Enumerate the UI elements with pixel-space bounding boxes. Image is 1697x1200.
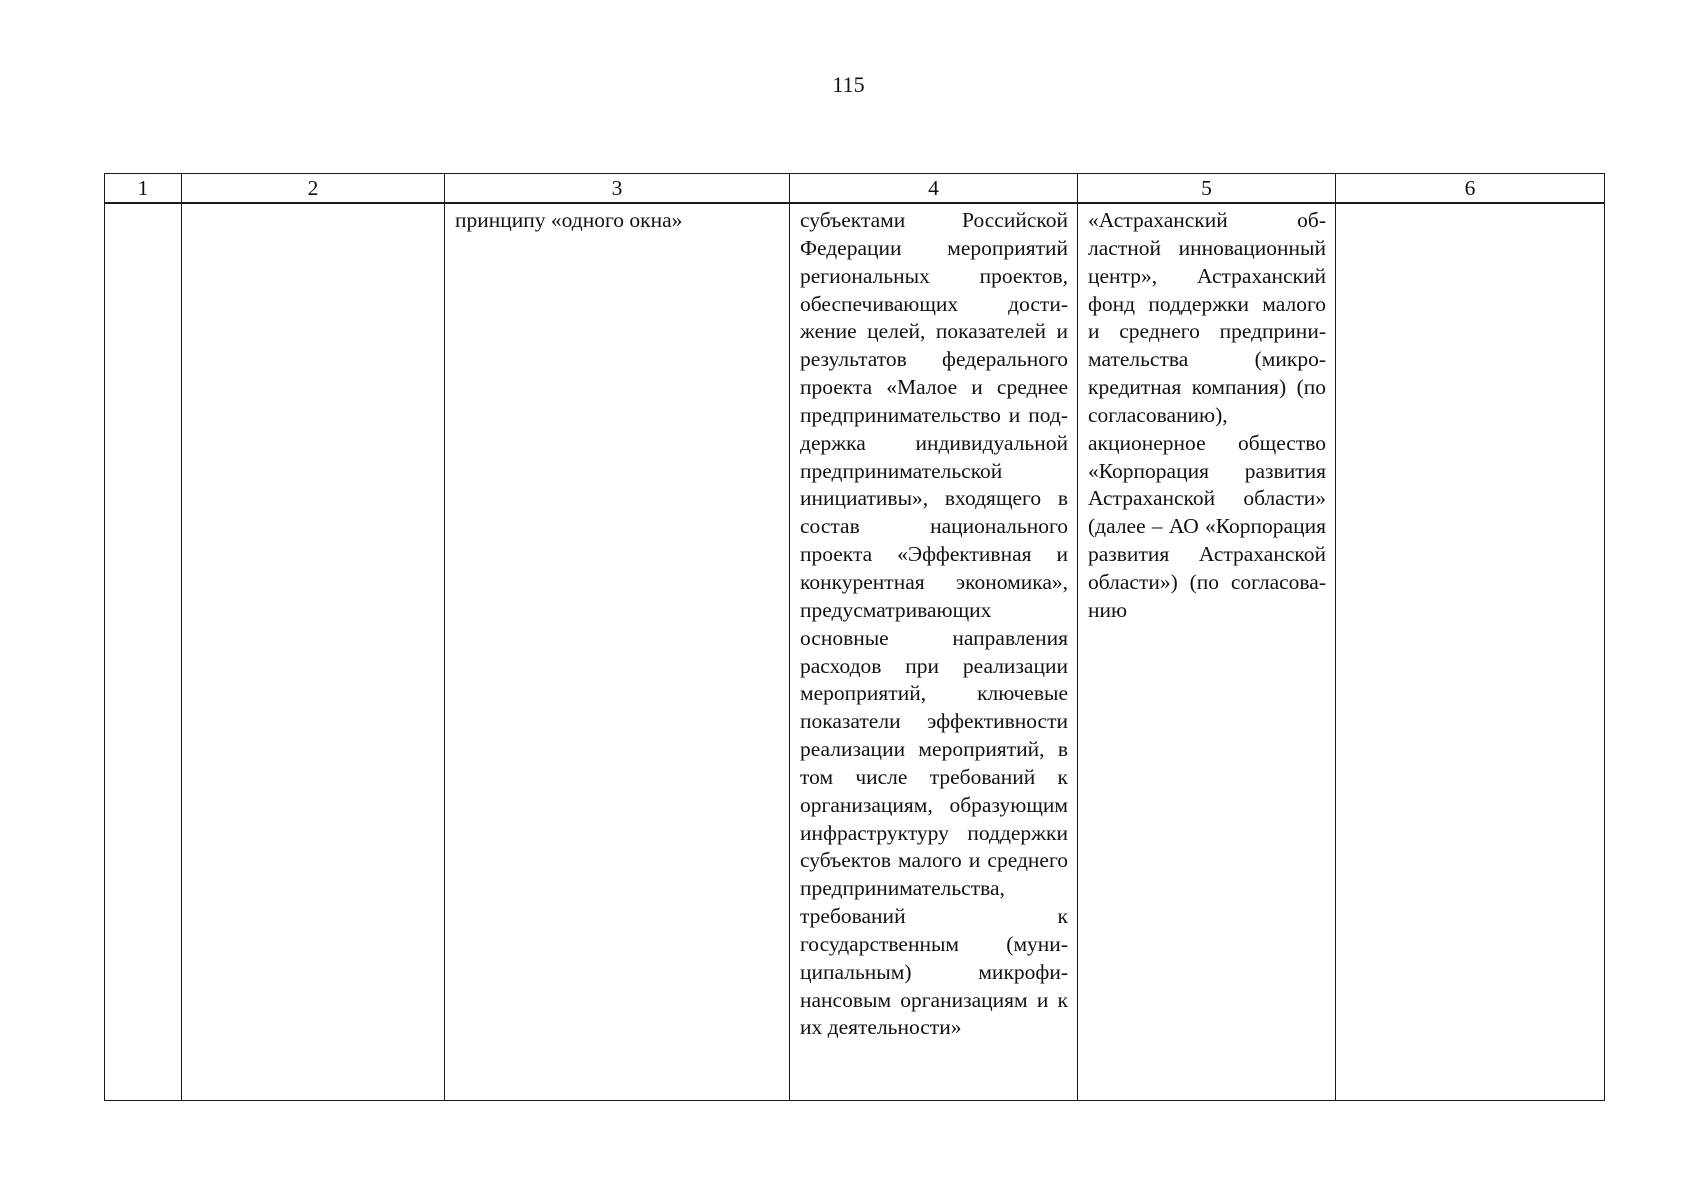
column-header-5: 5 — [1078, 174, 1336, 204]
document-table — [104, 173, 1605, 1101]
table-cell-col4 — [790, 203, 1078, 1101]
page-number: 115 — [832, 72, 865, 97]
table-cell-col5 — [1078, 203, 1336, 1101]
table-header-row — [105, 174, 1605, 204]
cell-text-col1 — [105, 204, 181, 207]
table-row — [105, 203, 1605, 1101]
table-cell-col6 — [1336, 203, 1605, 1101]
column-header-6: 6 — [1336, 174, 1605, 204]
cell-text-col5: «Астраханский областной инновационный центр», Астраханский фонд поддержки малого и среднего предпринимательства (микрокредитная компания) (по согласованию), акционерное общество «Корпорация развития Астраханской области» (далее – АО «Корпорация развития Астраханской области») (по согласованию — [1088, 208, 1326, 622]
column-header-3: 3 — [445, 174, 790, 204]
cell-text-col2 — [182, 204, 444, 207]
column-header-4: 4 — [790, 174, 1078, 204]
table-cell-col3 — [445, 203, 790, 1101]
table-cell-col2 — [182, 203, 445, 1101]
column-header-2: 2 — [182, 174, 445, 204]
cell-text-col6 — [1336, 204, 1604, 207]
cell-text-col3: принципу «одного окна» — [455, 208, 683, 232]
cell-text-col4: субъектами Российской Федерации мероприятий региональных проектов, обеспечивающих достижение целей, показателей и результатов федерального проекта «Малое и среднее предпринимательство и поддержка индивидуальной предпринимательской инициативы», входящего в состав национального проекта «Эффективная и конкурентная экономика», предусматривающих основные направления расходов при реализации мероприятий, ключевые показатели эффективности реализации мероприятий, в том числе требований к организациям, образующим инфраструктуру поддержки субъектов малого и среднего предпринимательства, требований к государственным (муниципальным) микрофинансовым организациям и к их деятельности» — [800, 208, 1068, 1040]
table-cell-col1 — [105, 203, 182, 1101]
column-header-1: 1 — [105, 174, 182, 204]
